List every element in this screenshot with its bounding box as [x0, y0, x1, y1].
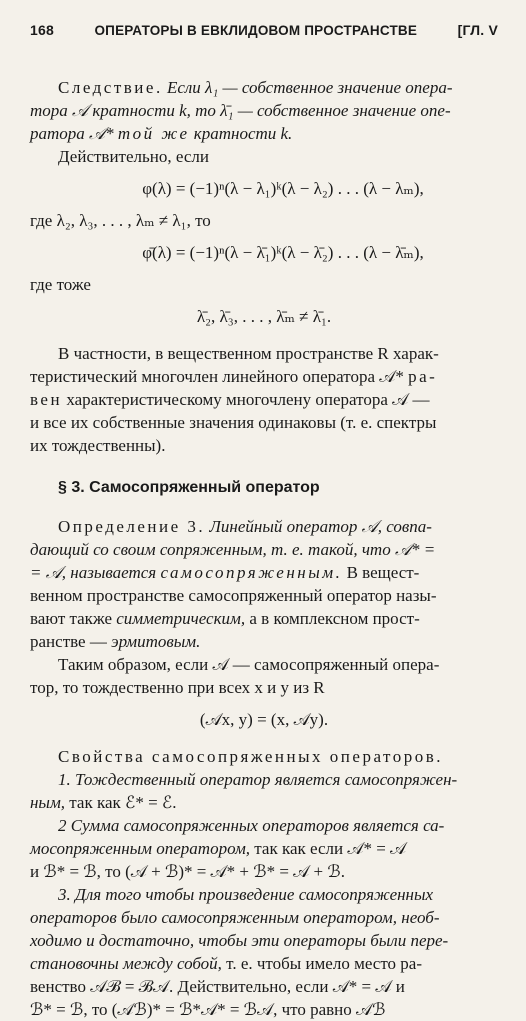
property-3-line-2: операторов было самосопряженным оператором, необ-: [30, 908, 440, 927]
identity-line-2: тор, то тождественно при всех x и y из R: [30, 678, 325, 697]
where-line: где λ₂, λ₃, . . . , λₘ ≠ λ₁, то: [30, 211, 211, 230]
running-title: ОПЕРАТОРЫ В ЕВКЛИДОВОМ ПРОСТРАНСТВЕ: [94, 23, 418, 38]
real-line-3: вен характеристическому многочлену оператора 𝒜 —: [30, 390, 430, 409]
property-2-line-3: и ℬ* = ℬ, то (𝒜 + ℬ)* = 𝒜* + ℬ* = 𝒜 + ℬ.: [30, 862, 345, 881]
real-line-2: теристический многочлен линейного оператора 𝒜* ра-: [30, 367, 438, 386]
real-line-4: и все их собственные значения одинаковы (т. е. спектры: [30, 413, 437, 432]
corollary-label: Следствие.: [58, 78, 163, 97]
property-1-line-1: 1. Тождественный оператор является самосопряжен-: [58, 770, 458, 789]
property-1-line-2: ным, так как ℰ* = ℰ.: [30, 793, 177, 812]
also-line: где тоже: [30, 275, 91, 294]
page-number: 168: [30, 22, 54, 38]
property-2-line-1: 2 Сумма самосопряженных операторов является са-: [58, 816, 445, 835]
definition-line-3: = 𝒜, называется самосопряженным. В вещест-: [30, 563, 420, 582]
definition-line-4: венном пространстве самосопряженный оператор назы-: [30, 586, 437, 605]
corollary-line-2: тора 𝒜 кратности k, то λ̄₁ — собственное значение опе-: [30, 101, 451, 120]
formula-lambda-ineq: λ̄₂, λ̄₃, . . . , λ̄ₘ ≠ λ̄₁.: [196, 307, 332, 326]
definition-line-6: ранстве — эрмитовым.: [30, 632, 201, 651]
corollary-block: [30, 76, 498, 328]
property-3-line-5: венство 𝒜ℬ = ℬ𝒜. Действительно, если 𝒜* = 𝒜 и: [30, 977, 405, 996]
page-header: [30, 22, 498, 38]
chapter-label: [ГЛ. V: [457, 22, 498, 38]
section-title: § 3. Самосопряженный оператор: [58, 479, 320, 496]
formula-phi-conj: φ̄(λ) = (−1)ⁿ(λ − λ̄₁)ᵏ(λ − λ̄₂) . . . (λ − λ̄ₘ),: [142, 243, 424, 262]
property-3-line-4: становочны между собой, т. е. чтобы имело место ра-: [30, 954, 423, 973]
definition-line-1: Определение 3. Линейный оператор 𝒜, совпа-: [58, 517, 432, 536]
definition-line-2: дающий со своим сопряженным, т. е. такой, что 𝒜* =: [30, 540, 436, 559]
corollary-line-1: Следствие. Если λ₁ — собственное значение опера-: [58, 78, 453, 97]
proof-line: Действительно, если: [58, 147, 209, 166]
real-space-paragraph: [30, 342, 498, 457]
corollary-line-3: ратора 𝒜* той же кратности k.: [30, 124, 293, 143]
identity-line-1: Таким образом, если 𝒜 — самосопряженный опера-: [58, 655, 440, 674]
real-line-1: В частности, в вещественном пространстве R харак-: [58, 344, 439, 363]
definition-label: Определение 3.: [58, 517, 206, 536]
properties-heading: Свойства самосопряженных операторов.: [58, 747, 444, 766]
property-3-line-3: ходимо и достаточно, чтобы эти операторы были пере-: [30, 931, 449, 950]
properties-block: [30, 745, 498, 1021]
definition-line-5: вают также симметрическим, а в комплексном прост-: [30, 609, 420, 628]
formula-selfadjoint: (𝒜x, y) = (x, 𝒜y).: [199, 710, 329, 729]
real-line-5: их тождественны).: [30, 436, 166, 455]
definition-block: [30, 515, 498, 731]
formula-phi: φ(λ) = (−1)ⁿ(λ − λ₁)ᵏ(λ − λ₂) . . . (λ − λₘ),: [142, 179, 424, 198]
property-3-line-6: ℬ* = ℬ, то (𝒜ℬ)* = ℬ*𝒜* = ℬ𝒜, что равно 𝒜ℬ: [30, 1000, 386, 1019]
property-3-line-1: 3. Для того чтобы произведение самосопряженных: [58, 885, 434, 904]
property-2-line-2: мосопряженным оператором, так как если 𝒜* = 𝒜: [30, 839, 407, 858]
